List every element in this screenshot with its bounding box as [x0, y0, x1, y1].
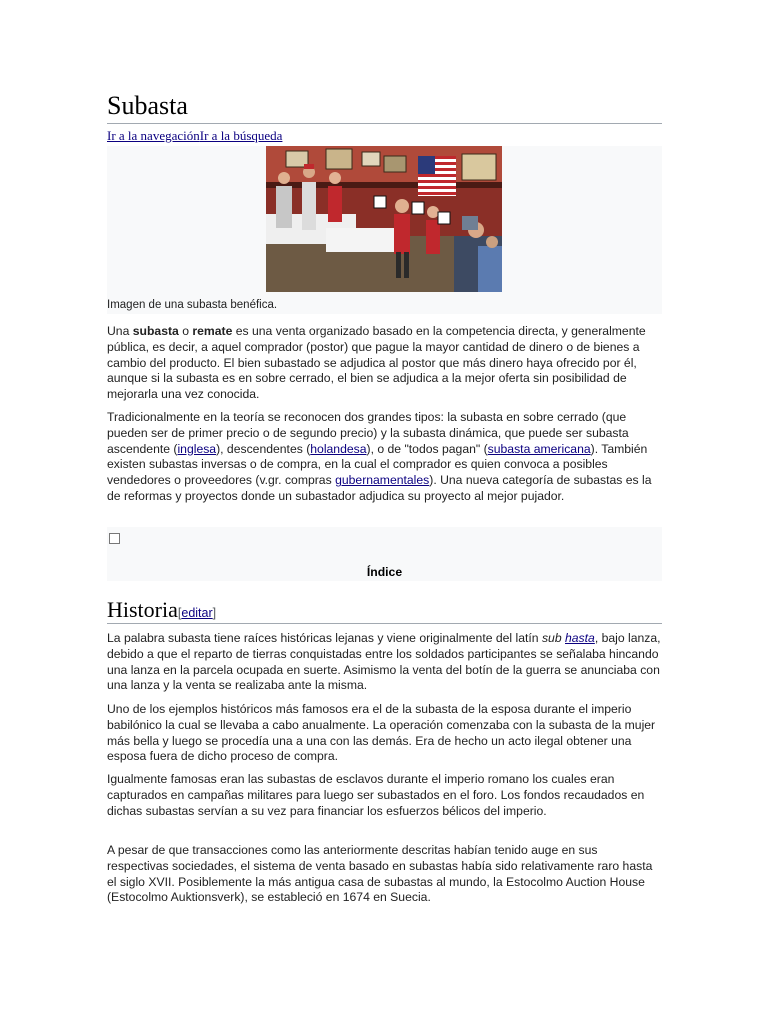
- link-subasta-americana[interactable]: subasta americana: [487, 441, 591, 456]
- page-title: Subasta: [107, 91, 188, 120]
- link-holandesa[interactable]: holandesa: [310, 441, 367, 456]
- auction-photo[interactable]: [266, 146, 502, 292]
- historia-underline: [107, 623, 662, 624]
- table-of-contents: [107, 527, 662, 581]
- figure-caption: Imagen de una subasta benéfica.: [107, 299, 278, 311]
- toc-toggle-checkbox[interactable]: [109, 533, 120, 544]
- historia-paragraph-2: Uno de los ejemplos históricos más famosos era el de la subasta de la esposa durante el imperio babilónico la cual se llevaba a cabo anualmente. La operación comenzaba con la subasta de la mujer más bella y luego se procedía una a una con las demás. Era de hecho un acto ilegal obtener una esposa fuera de dicho proceso de compra.: [107, 702, 656, 764]
- figure: [107, 146, 662, 314]
- historia-paragraph-3: Igualmente famosas eran las subastas de esclavos durante el imperio romano los cuales eran capturados en campañas militares para luego ser subastados en el foro. Los fondos recaudados en dichas subastas servían a su vez para financiar los esfuerzos bélicos del imperio.: [107, 772, 645, 818]
- historia-paragraph-4: A pesar de que transacciones como las anteriormente descritas habían tenido auge en sus respectivas sociedades, el sistema de venta basado en subastas había sido relativamente raro hasta el siglo XVII. Posiblemente la más antigua casa de subastas al mundo, la Estocolmo Auction House (Estocolmo Auktionsverk), se estableció en 1674 en Suecia.: [107, 843, 653, 905]
- jump-to-search-link[interactable]: Ir a la búsqueda: [199, 128, 283, 143]
- term-subasta: subasta: [132, 324, 179, 338]
- link-hasta[interactable]: hasta: [565, 631, 595, 645]
- toc-title: Índice: [366, 565, 403, 579]
- term-remate: remate: [192, 324, 233, 338]
- link-gubernamentales[interactable]: gubernamentales: [335, 473, 430, 488]
- intro-paragraph-1: Una subasta o remate es una venta organizado basado en la competencia directa, y generalmente pública, es decir, a aquel comprador (postor) que pague la mayor cantidad de dinero o de bienes a cambio del producto. El bien subastado se adjudica al postor que más dinero haya ofrecido por él, aunque si la subasta es en sobre cerrado, el bien se adjudica a la mejor oferta sin posibilidad de mejorarla una vez conocida.: [107, 324, 646, 402]
- jump-links: [107, 128, 282, 144]
- historia-paragraph-1: La palabra subasta tiene raíces históricas lejanas y viene originalmente del latín sub hasta, bajo lanza, debido a que el reparto de tierras conquistadas entre los soldados participantes se señalaba hincando una lanza en la parcela ocupada en suerte. Asimismo la venta del botín de la guerra se anunciaba con una lanza y la venta se realizaba ante la misma.: [107, 631, 661, 693]
- title-underline: [107, 123, 662, 124]
- intro-paragraph-2: Tradicionalmente en la teoría se reconocen dos grandes tipos: la subasta en sobre cerrado (que pueden ser de primer precio o de segundo precio) y la subasta dinámica, que puede ser subasta ascendente (inglesa), descendentes (holandesa), o de "todos pagan" (subasta americana). También existen subastas inversas o de compra, en la cual el comprador es quien convoca a posibles vendedores o proveedores (v.gr. compras gubernamentales). Una nueva categoría de subastas es la de reformas y proyectos donde un subastador adjudica su proyecto al mejor pujador.: [107, 410, 652, 503]
- jump-to-navigation-link[interactable]: Ir a la navegación: [107, 128, 200, 143]
- link-inglesa[interactable]: inglesa: [177, 441, 217, 456]
- section-heading-historia: Historia[editar]: [107, 597, 217, 622]
- edit-section: [editar]: [177, 606, 217, 620]
- edit-link[interactable]: editar: [181, 606, 213, 620]
